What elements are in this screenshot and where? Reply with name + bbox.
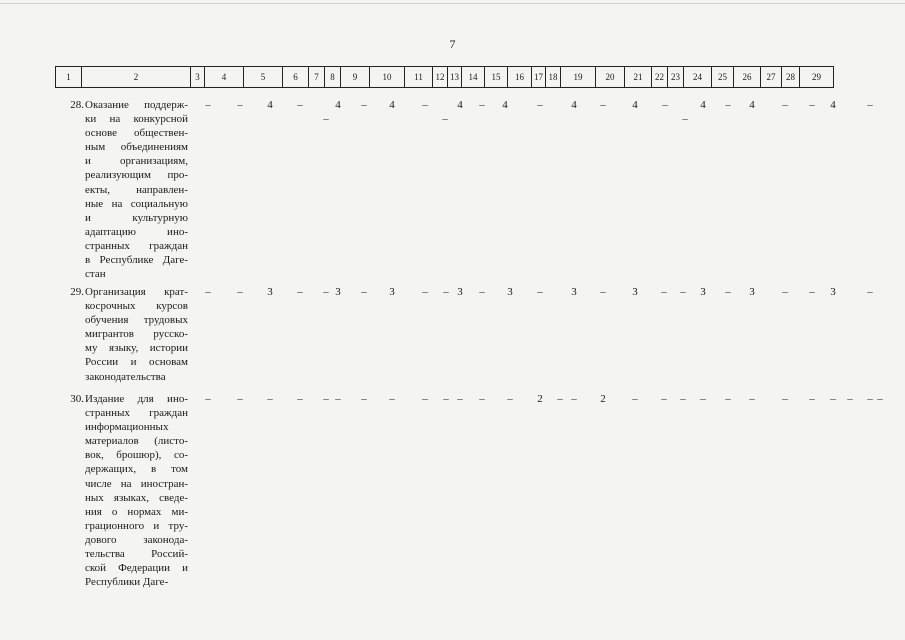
description-line: обучения трудовых	[85, 314, 188, 327]
description-line: косрочных курсов	[85, 300, 188, 313]
value-cell: –	[205, 99, 211, 111]
column-header-28: 28	[782, 67, 800, 88]
value-cell: –	[725, 393, 731, 405]
column-header-22: 22	[652, 67, 668, 88]
value-cell: 4	[502, 99, 508, 111]
value-cell: 4	[335, 99, 341, 111]
value-cell: 4	[830, 99, 836, 111]
value-cell: 4	[571, 99, 577, 111]
value-cell: 3	[749, 286, 755, 298]
value-cell: 3	[267, 286, 273, 298]
value-cell: –	[557, 393, 563, 405]
value-cell: –	[809, 99, 815, 111]
description-line: стан	[85, 268, 106, 281]
column-header-3: 3	[191, 67, 205, 88]
column-header-24: 24	[684, 67, 712, 88]
column-header-2: 2	[82, 67, 191, 88]
column-header-17: 17	[532, 67, 546, 88]
description-line: дового законода-	[85, 533, 188, 546]
description-line: материалов (листо-	[85, 435, 188, 448]
description-line: адаптацию ино-	[85, 225, 188, 238]
column-header-13: 13	[448, 67, 462, 88]
value-cell: –	[361, 99, 367, 111]
value-cell: 3	[700, 286, 706, 298]
description-line: основе обществен-	[85, 127, 188, 140]
value-cell: 2	[600, 393, 606, 405]
value-cell: –	[782, 99, 788, 111]
value-cell: –	[782, 393, 788, 405]
column-header-10: 10	[370, 67, 405, 88]
value-cell: –	[782, 286, 788, 298]
column-header-4: 4	[205, 67, 244, 88]
description-line: екты, направлен-	[85, 183, 188, 196]
value-cell: –	[361, 286, 367, 298]
description-line: Оказание поддерж-	[85, 99, 188, 111]
sub-value-dash: –	[323, 113, 329, 125]
sub-value-dash: –	[442, 113, 448, 125]
description-line: тельства Россий-	[85, 548, 188, 561]
value-cell: –	[443, 286, 449, 298]
value-cell: –	[422, 393, 428, 405]
value-cell: –	[267, 393, 273, 405]
description-line: странных граждан	[85, 407, 188, 420]
value-cell: 3	[830, 286, 836, 298]
column-header-5: 5	[244, 67, 283, 88]
value-cell: –	[867, 286, 873, 298]
column-header-1: 1	[56, 67, 82, 88]
value-cell: 3	[632, 286, 638, 298]
value-cell: –	[877, 393, 883, 405]
row-number: 30.	[70, 393, 84, 405]
column-header-11: 11	[405, 67, 433, 88]
column-header-25: 25	[712, 67, 734, 88]
column-header-20: 20	[596, 67, 625, 88]
column-header-23: 23	[668, 67, 684, 88]
description-line: Издание для ино-	[85, 393, 188, 405]
value-cell: –	[297, 286, 303, 298]
value-cell: –	[809, 393, 815, 405]
value-cell: 4	[389, 99, 395, 111]
description-line: грационного и тру-	[85, 519, 188, 532]
value-cell: 3	[457, 286, 463, 298]
value-cell: –	[479, 286, 485, 298]
value-cell: –	[680, 393, 686, 405]
value-cell: –	[237, 99, 243, 111]
value-cell: 4	[457, 99, 463, 111]
row-description	[85, 392, 188, 589]
value-cell: –	[297, 99, 303, 111]
description-line: и культурную	[85, 211, 188, 224]
value-cell: –	[537, 286, 543, 298]
column-header-12: 12	[433, 67, 448, 88]
value-cell: –	[335, 393, 341, 405]
value-cell: –	[297, 393, 303, 405]
description-line: ные на социальную	[85, 197, 188, 210]
value-cell: 4	[267, 99, 273, 111]
value-cell: 2	[537, 393, 543, 405]
description-line: Республики Даге-	[85, 576, 169, 589]
value-cell: –	[237, 286, 243, 298]
description-line: ки на конкурсной	[85, 113, 188, 126]
top-border-line	[0, 3, 905, 4]
row-description	[85, 285, 188, 384]
value-cell: –	[422, 99, 428, 111]
description-line: странных граждан	[85, 239, 188, 252]
value-cell: –	[725, 99, 731, 111]
column-header-21: 21	[625, 67, 652, 88]
row-number: 28.	[70, 99, 84, 111]
column-number-header	[55, 66, 834, 88]
column-header-15: 15	[485, 67, 508, 88]
column-header-6: 6	[283, 67, 309, 88]
value-cell: –	[867, 99, 873, 111]
value-cell: –	[632, 393, 638, 405]
column-header-8: 8	[325, 67, 341, 88]
description-line: ным объединениям	[85, 141, 188, 154]
description-line: числе на иностран-	[85, 477, 188, 490]
description-line: России и основам	[85, 356, 188, 369]
description-line: му языку, истории	[85, 342, 188, 355]
value-cell: –	[571, 393, 577, 405]
value-cell: 4	[749, 99, 755, 111]
value-cell: –	[680, 286, 686, 298]
value-cell: –	[323, 393, 329, 405]
description-line: реализующим про-	[85, 169, 188, 182]
description-line: мигрантов русско-	[85, 328, 188, 341]
value-cell: –	[600, 286, 606, 298]
value-cell: –	[422, 286, 428, 298]
value-cell: 4	[700, 99, 706, 111]
value-cell: –	[662, 99, 668, 111]
value-cell: –	[847, 393, 853, 405]
row-number: 29.	[70, 286, 84, 298]
column-header-14: 14	[462, 67, 485, 88]
value-cell: –	[361, 393, 367, 405]
value-cell: –	[749, 393, 755, 405]
description-line: законодательства	[85, 370, 166, 383]
value-cell: –	[389, 393, 395, 405]
value-cell: –	[867, 393, 873, 405]
description-line: ской Федерации и	[85, 562, 188, 575]
value-cell: –	[479, 393, 485, 405]
value-cell: 3	[335, 286, 341, 298]
column-header-7: 7	[309, 67, 325, 88]
value-cell: –	[537, 99, 543, 111]
value-cell: –	[479, 99, 485, 111]
column-header-9: 9	[341, 67, 370, 88]
description-line: ния о нормах ми-	[85, 505, 188, 518]
column-header-26: 26	[734, 67, 761, 88]
value-cell: –	[661, 286, 667, 298]
description-line: информационных	[85, 421, 169, 434]
column-header-29: 29	[800, 67, 834, 88]
page-number: 7	[449, 37, 456, 51]
value-cell: –	[323, 286, 329, 298]
value-cell: –	[809, 286, 815, 298]
description-line: ных языках, сведе-	[85, 491, 188, 504]
description-line: Организация крат-	[85, 286, 188, 298]
value-cell: –	[661, 393, 667, 405]
column-header-16: 16	[508, 67, 532, 88]
value-cell: 3	[507, 286, 513, 298]
value-cell: –	[443, 393, 449, 405]
column-header-27: 27	[761, 67, 782, 88]
value-cell: –	[205, 393, 211, 405]
value-cell: 4	[632, 99, 638, 111]
description-line: держащих, в том	[85, 463, 188, 476]
column-header-19: 19	[561, 67, 596, 88]
row-description	[85, 98, 188, 281]
column-header-18: 18	[546, 67, 561, 88]
value-cell: 3	[389, 286, 395, 298]
description-line: вок, брошюр), со-	[85, 449, 188, 462]
value-cell: –	[700, 393, 706, 405]
sub-value-dash: –	[682, 113, 688, 125]
value-cell: –	[830, 393, 836, 405]
description-line: в Республике Даге-	[85, 254, 188, 267]
value-cell: –	[457, 393, 463, 405]
value-cell: –	[600, 99, 606, 111]
description-line: и организациям,	[85, 155, 188, 168]
value-cell: –	[205, 286, 211, 298]
value-cell: –	[725, 286, 731, 298]
value-cell: –	[237, 393, 243, 405]
value-cell: –	[507, 393, 513, 405]
value-cell: 3	[571, 286, 577, 298]
